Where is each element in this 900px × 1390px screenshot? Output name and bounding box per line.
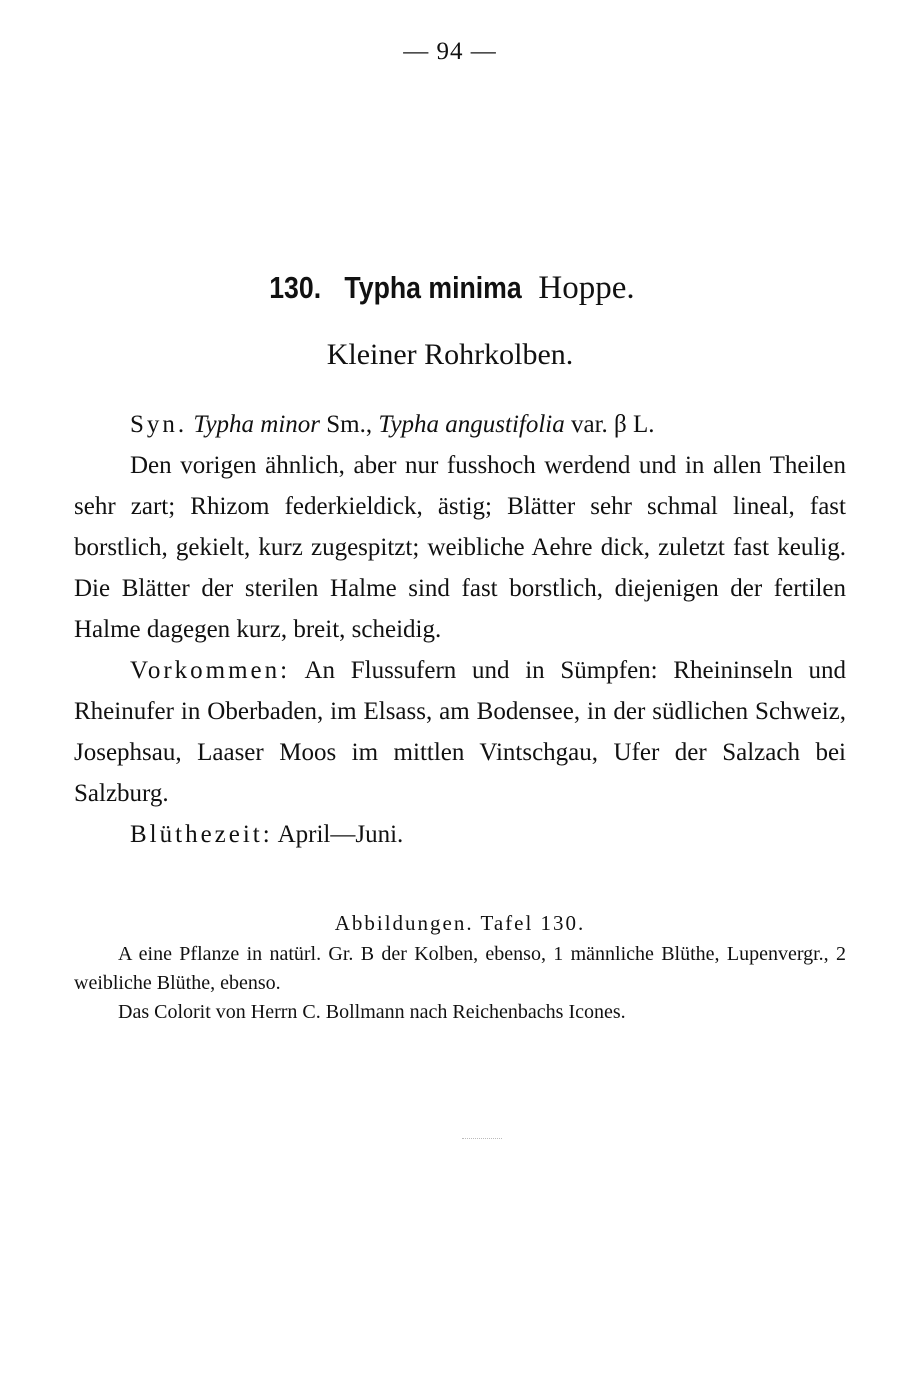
figures-block	[74, 909, 846, 1027]
synonym-1-author: Sm.,	[326, 411, 373, 438]
common-name: Kleiner Rohrkolben.	[326, 338, 574, 371]
synonym-2-author: var. β L.	[571, 411, 655, 438]
species-number: 130.	[269, 270, 322, 305]
figures-heading: Abbildungen. Tafel 130.	[334, 911, 586, 935]
synonyms-paragraph	[74, 404, 846, 445]
synonym-1: Typha minor	[193, 411, 321, 438]
occurrence-paragraph	[74, 650, 846, 814]
occurrence-text: An Flussufern und in Sümpfen: Rheininseln und Rheinufer in Oberbaden, im Elsass, am Bodensee, in der südlichen Schweiz, Josephsau, Laaser Moos im mittlen Vintschgau, Ufer der Salzach bei Salzburg.	[74, 657, 846, 807]
page-number: — 94 —	[403, 38, 497, 65]
figures-line-1: A eine Pflanze in natürl. Gr. B der Kolben, ebenso, 1 männliche Blüthe, Lupenvergr., 2 weibliche Blüthe, ebenso.	[74, 943, 846, 994]
synonym-2: Typha angustifolia	[378, 411, 565, 438]
species-description-block	[74, 404, 846, 855]
species-title	[0, 268, 900, 308]
figures-line-2: Das Colorit von Herrn C. Bollmann nach Reichenbachs Icones.	[118, 1001, 626, 1023]
flowering-label: Blüthezeit:	[130, 821, 273, 848]
occurrence-label: Vorkommen:	[130, 657, 291, 684]
description-paragraph: Den vorigen ähnlich, aber nur fusshoch werdend und in allen Theilen sehr zart; Rhizom federkieldick, ästig; Blätter sehr schmal lineal, fast borstlich, gekielt, kurz zugespitzt; weibliche Aehre dick, zuletzt fast keulig. Die Blätter der sterilen Halme sind fast borstlich, diejenigen der fertilen Halme dagegen kurz, breit, scheidig.	[74, 452, 846, 643]
flowering-paragraph	[74, 814, 846, 855]
flowering-text: April—Juni.	[277, 821, 404, 848]
species-name: Typha minima	[344, 270, 522, 305]
species-author: Hoppe.	[538, 270, 635, 306]
print-speck	[462, 1138, 502, 1141]
synonyms-label: Syn.	[130, 411, 188, 438]
